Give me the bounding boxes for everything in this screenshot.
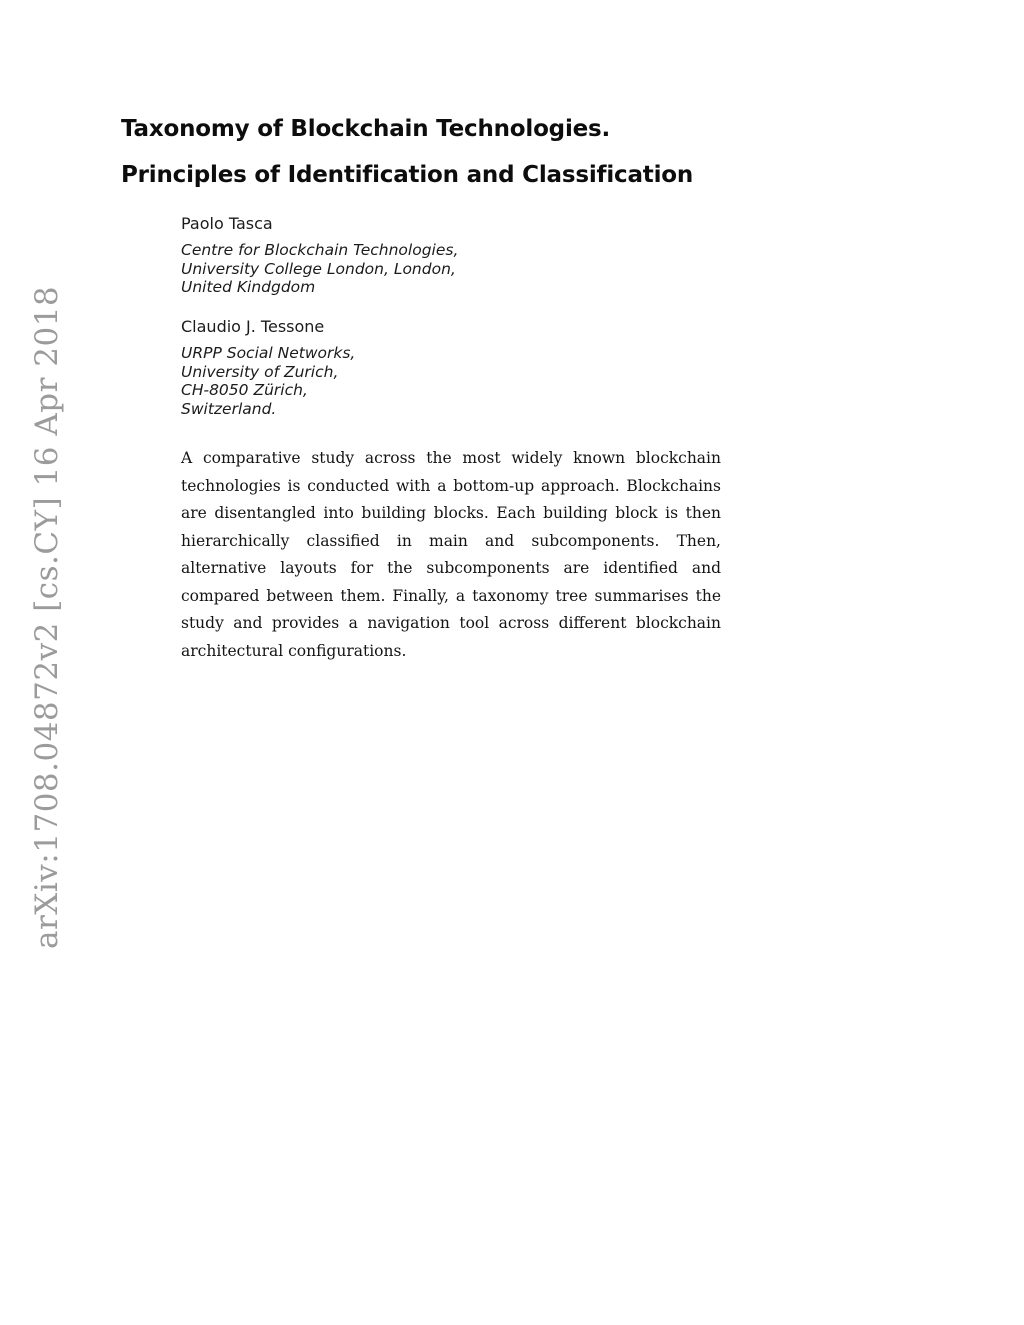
author-2-affiliation-line-3: CH-8050 Zürich, <box>181 381 308 399</box>
paper-title <box>121 106 693 198</box>
arxiv-watermark: arXiv:1708.04872v2 [cs.CY] 16 Apr 2018 <box>29 285 65 949</box>
author-2-affiliation-line-1: URPP Social Networks, <box>181 344 356 362</box>
author-2-affiliation-line-4: Switzerland. <box>181 399 277 418</box>
author-2-affiliation-line-2: University of Zurich, <box>181 362 339 381</box>
author-2-name: Claudio J. Tessone <box>181 317 325 336</box>
abstract-paragraph: A comparative study across the most widely known blockchain technologies is conducted with a bottom-up approach. Blockchains are disentangled into building blocks. Each building block is then hierarchically classified in main and subcomponents. Then, alternative layouts for the subcomponents are identified and compared between them. Finally, a taxonomy tree summarises the study and provides a navigation tool across different blockchain architectural configurations. <box>181 449 721 660</box>
author-1-name: Paolo Tasca <box>181 214 273 233</box>
author-1-affiliation <box>181 241 458 297</box>
paper-title-line-2: Principles of Identification and Classification <box>121 162 694 188</box>
author-2-affiliation <box>181 344 355 418</box>
paper-title-line-1: Taxonomy of Blockchain Technologies. <box>121 116 611 142</box>
author-1-affiliation-line-2: University College London, London, <box>181 259 456 278</box>
author-1-affiliation-line-3: United Kindgdom <box>181 278 316 296</box>
author-1-affiliation-line-1: Centre for Blockchain Technologies, <box>181 241 459 259</box>
